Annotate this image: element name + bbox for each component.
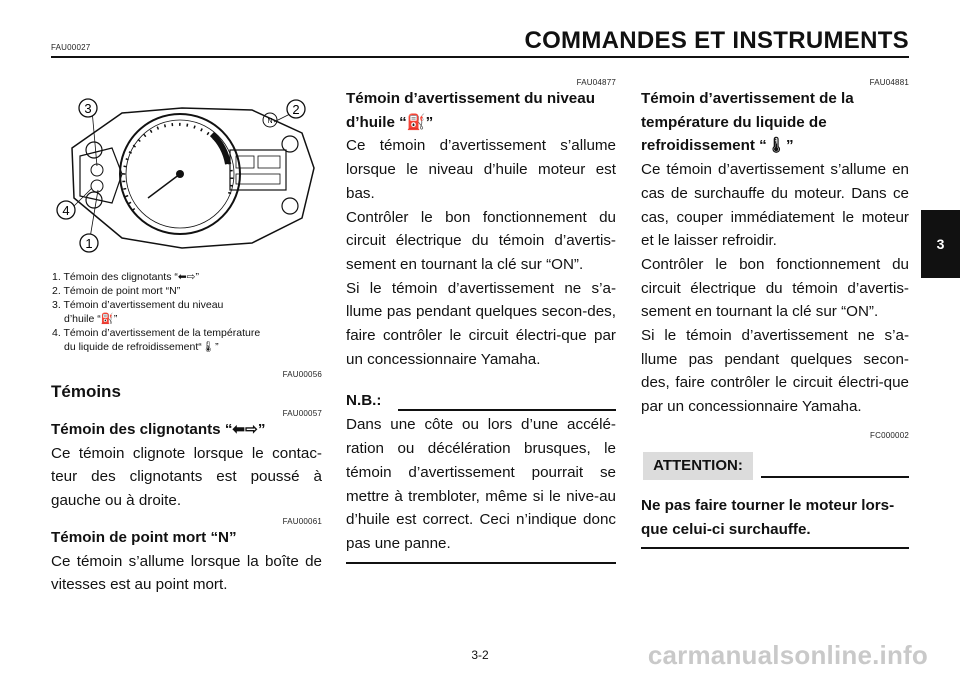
- text-clignotants: Ce témoin clignote lorsque le contac-teur des clignotants est poussé à gauche ou à droite.: [51, 444, 322, 510]
- column-1: [51, 370, 322, 597]
- caption-item: 1. Témoin des clignotants “⬅⇨”: [52, 271, 199, 283]
- caption-item: 4. Témoin d’avertissement de la température: [52, 327, 261, 339]
- section-code: FAU04881: [869, 78, 909, 87]
- section-code: FAU00056: [282, 370, 322, 379]
- doc-code: FAU00027: [51, 43, 91, 52]
- chapter-tab: 3: [921, 210, 960, 278]
- svg-text:N: N: [267, 118, 273, 125]
- caption-item: d’huile “⛽”: [64, 313, 118, 325]
- oil-para-2: Contrôler le bon fonctionnement du circuit électrique du témoin d’avertis-sement en tournant la clé sur “ON”.: [346, 208, 616, 273]
- page-title: COMMANDES ET INSTRUMENTS: [524, 27, 909, 54]
- coolant-para-1: Ce témoin d’avertissement s’allume en cas de surchauffe du moteur. Dans ce cas, couper immédiatement le moteur et le laisser refroidir.: [641, 161, 909, 250]
- section-code: FC000002: [870, 430, 909, 440]
- header-rule: [51, 56, 909, 58]
- caption-item: 2. Témoin de point mort “N”: [52, 285, 181, 297]
- coolant-para-2: Contrôler le bon fonctionnement du circuit électrique du témoin d’avertis-sement en tournant la clé sur “ON”.: [641, 255, 909, 321]
- nb-text: Dans une côte ou lors d’une accélé-ration ou décélération brusques, le témoin d’avertissement pourrait se mettre à trembloter, même si le nive-au d’huile est correct. Ceci n’indique donc pas une panne.: [346, 416, 616, 552]
- section-code: FAU04877: [576, 78, 616, 87]
- heading-coolant-line2: température du liquide de: [641, 113, 827, 131]
- section-heading-temoins: Témoins: [51, 382, 121, 401]
- figure-captions: [52, 270, 324, 354]
- section-code: FAU00057: [282, 409, 322, 418]
- callout-4: 4: [62, 203, 70, 218]
- heading-oil-line1: Témoin d’avertissement du niveau: [346, 90, 595, 107]
- oil-para-3: Si le témoin d’avertissement ne s’a-llume pas pendant quelques secon-des, faire contrôler le circuit électri-que par un concessionnaire Yamaha.: [346, 279, 616, 368]
- nb-label: N.B.:: [346, 392, 382, 410]
- heading-point-mort: Témoin de point mort “N”: [51, 528, 237, 546]
- heading-oil-line2: d’huile “⛽”: [346, 113, 434, 131]
- heading-coolant-line3: refroidissement “🌡”: [641, 137, 794, 155]
- coolant-para-3: Si le témoin d’avertissement ne s’a-llume pas pendant quelques secon-des, faire contrôler le circuit électri-que par un concessionnaire Yamaha.: [641, 327, 909, 416]
- page-number: 3-2: [471, 648, 489, 662]
- callout-1: 1: [85, 236, 93, 251]
- caption-item: du liquide de refroidissement“🌡”: [64, 341, 219, 353]
- nb-end-rule: [346, 562, 616, 564]
- nb-rule: [398, 409, 616, 411]
- section-code: FAU00061: [282, 516, 322, 526]
- column-2: [346, 78, 616, 564]
- attention-label: ATTENTION:: [643, 452, 753, 480]
- attention-rule: [761, 476, 909, 478]
- watermark: carmanualsonline.info: [647, 640, 928, 670]
- caption-item: 3. Témoin d’avertissement du niveau: [52, 299, 224, 311]
- column-3: [641, 78, 909, 549]
- instrument-cluster-figure: [52, 78, 324, 264]
- attention-text: Ne pas faire tourner le moteur lors-que celui-ci surchauffe.: [641, 496, 895, 538]
- callout-3: 3: [84, 101, 92, 116]
- oil-para-1: Ce témoin d’avertissement s’allume lorsque le niveau d’huile moteur est bas.: [346, 137, 616, 202]
- callout-2: 2: [292, 102, 300, 117]
- heading-coolant-line1: Témoin d’avertissement de la: [641, 90, 854, 107]
- text-point-mort: Ce témoin s’allume lorsque la boîte de vitesses est au point mort.: [51, 552, 322, 594]
- attention-end-rule: [641, 547, 909, 549]
- heading-clignotants: Témoin des clignotants “⬅⇨”: [51, 421, 266, 438]
